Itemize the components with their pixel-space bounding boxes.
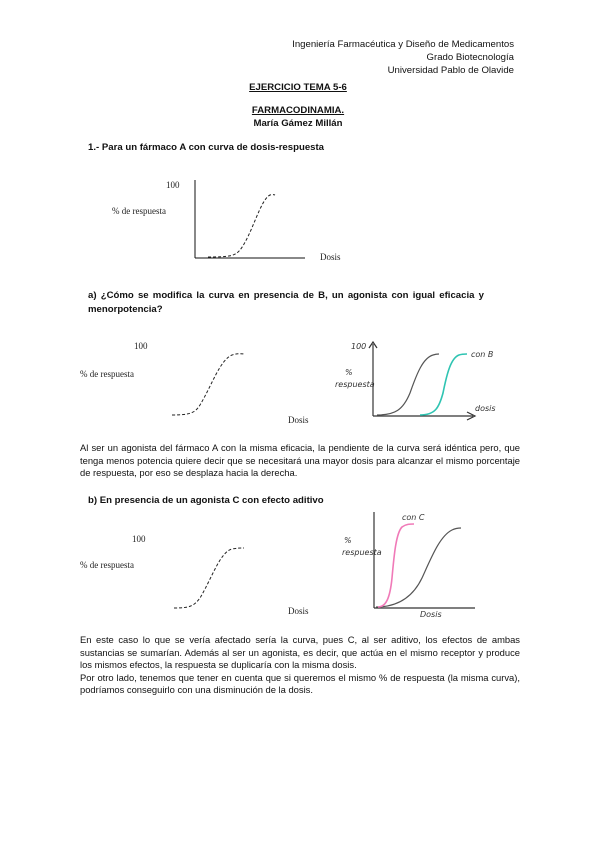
figure-a-right-y-max: 100	[351, 342, 367, 351]
figure-b-right	[330, 508, 510, 620]
answer-a: Al ser un agonista del fármaco A con la misma eficacia, la pendiente de la curva será idéntica pero, que tenga menos potencia quiere decir que se necesitará una mayor dosis para alcanzar el mismo porcentaje de respuesta, por eso se desplaza hacia la derecha.	[80, 442, 520, 478]
header-degree: Grado Biotecnología	[426, 52, 514, 63]
figure-b-left-x-label: Dosis	[288, 606, 309, 616]
figure-b-right-y-label-1: %	[344, 536, 352, 545]
figure-a-left-y-max: 100	[134, 341, 148, 351]
figure-a-left	[80, 335, 320, 430]
topic-title: FARMACODINAMIA.	[251, 105, 345, 116]
figure-b-left-plot	[80, 530, 320, 620]
figure-b-left-curve	[174, 548, 244, 608]
figure-1-plot	[100, 160, 360, 270]
question-b: b) En presencia de un agonista C con efecto aditivo	[88, 495, 324, 506]
figure-1-y-max: 100	[166, 180, 180, 190]
figure-1-y-label: % de respuesta	[112, 206, 166, 216]
figure-a-right-y-label-1: %	[345, 368, 353, 377]
exercise-title: EJERCICIO TEMA 5-6	[249, 82, 347, 93]
figure-b-left-y-label: % de respuesta	[80, 560, 134, 570]
author-name: María Gámez Millán	[253, 118, 343, 129]
header-course: Ingeniería Farmacéutica y Diseño de Medicamentos	[292, 39, 514, 50]
answer-b-paragraph-2: Por otro lado, tenemos que tener en cuenta que si queremos el mismo % de respuesta (la misma curva), podríamos conseguirlo con una disminución de la dosis.	[80, 671, 520, 695]
figure-1-dose-response	[100, 160, 360, 270]
figure-a-right-x-label: dosis	[475, 404, 496, 413]
figure-b-right-curve-c	[378, 524, 414, 607]
figure-b-right-y-label-2: respuesta	[342, 548, 382, 557]
question-1: 1.- Para un fármaco A con curva de dosis-respuesta	[88, 142, 325, 153]
figure-a-right-series-label: con B	[471, 350, 494, 359]
figure-a-right-curve-a	[377, 354, 439, 415]
figure-b-left-y-max: 100	[132, 534, 146, 544]
figure-a-right-y-label-2: respuesta	[335, 380, 375, 389]
figure-1-x-label: Dosis	[320, 252, 341, 262]
figure-a-right-curve-b	[420, 354, 467, 415]
figure-a-left-x-label: Dosis	[288, 415, 309, 425]
answer-b-paragraph-1: En este caso lo que se vería afectado sería la curva, pues C, al ser aditivo, los efectos de ambas sustancias se sumarían. Además al ser un agonista, es decir, que actúa en el mismo receptor y produce los mismos efectos, la respuesta se duplicaría con la misma dosis.	[80, 634, 520, 670]
figure-a-left-y-label: % de respuesta	[80, 369, 134, 379]
figure-b-left	[80, 530, 320, 620]
question-a: a) ¿Cómo se modifica la curva en presencia de B, un agonista con igual eficacia y menorpotencia?	[88, 290, 484, 315]
figure-b-right-plot	[330, 508, 510, 620]
figure-b-right-x-label: Dosis	[420, 610, 442, 619]
header-university: Universidad Pablo de Olavide	[387, 65, 514, 76]
figure-a-right-plot	[325, 338, 515, 428]
figure-1-curve	[208, 195, 275, 257]
figure-a-left-curve	[172, 354, 245, 415]
answer-b	[80, 634, 520, 697]
figure-a-right	[325, 338, 515, 428]
figure-a-left-plot	[80, 335, 320, 430]
figure-b-right-series-label: con C	[402, 513, 425, 522]
